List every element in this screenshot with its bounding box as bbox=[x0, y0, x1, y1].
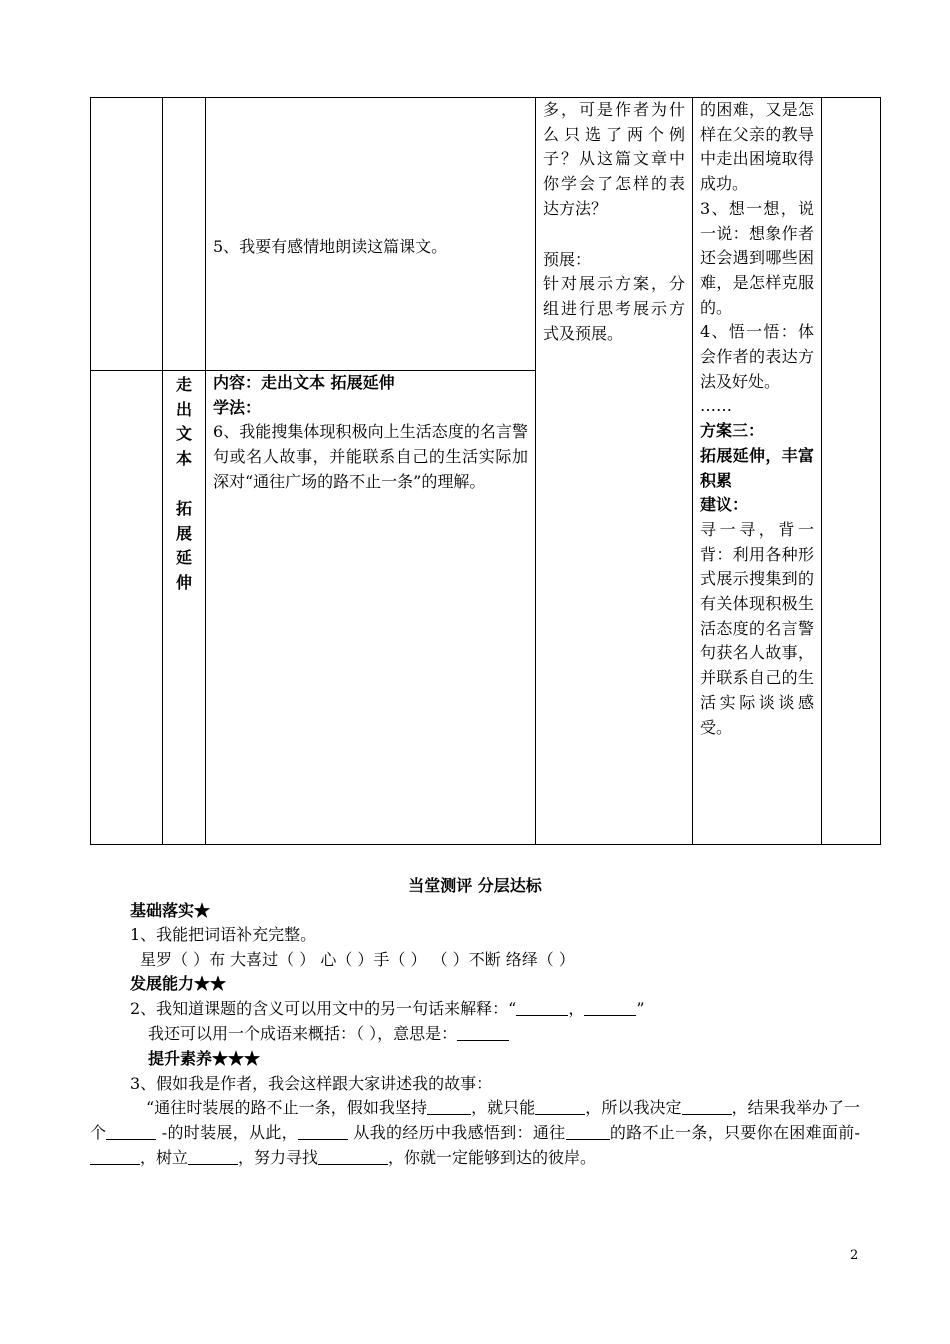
level-basic-label: 基础落实★ bbox=[130, 901, 211, 920]
empty-cell bbox=[91, 98, 163, 371]
answer-blank[interactable] bbox=[516, 999, 568, 1016]
answer-blank[interactable] bbox=[298, 1123, 348, 1140]
guide-text: 多，可是作者为什么只选了两个例子？从这篇文章中你学会了怎样的表达方法？ bbox=[543, 100, 685, 218]
quiz-title: 当堂测评 分层达标 bbox=[408, 876, 542, 895]
answer-blank[interactable] bbox=[584, 999, 636, 1016]
scheme-three-label: 方案三： bbox=[700, 421, 765, 441]
scheme-three-title: 拓展延伸，丰富积累 bbox=[700, 445, 814, 490]
study-item-6: 6、我能搜集体现积极向上生活态度的名言警句或名人故事，并能联系自己的生活实际加深对“通往广场的路不止一条”的理解。 bbox=[213, 422, 528, 491]
answer-blank[interactable] bbox=[566, 1123, 610, 1140]
suggestion-text: 寻一寻，背一背：利用各种形式展示搜集到的有关体现积极生活态度的名言警句获名人故事，并联系自己的生活实际谈谈感受。 bbox=[700, 519, 814, 737]
method-label: 学法： bbox=[213, 397, 262, 417]
empty-cell-right bbox=[822, 98, 881, 845]
answer-blank[interactable] bbox=[188, 1148, 238, 1165]
answer-blank[interactable] bbox=[90, 1148, 140, 1165]
scheme-text-1: 的困难，又是怎样在父亲的教导中走出困境取得成功。 bbox=[700, 100, 814, 194]
question-1: 1、我能把词语补充完整。 bbox=[130, 925, 317, 944]
empty-cell bbox=[91, 371, 163, 845]
answer-blank[interactable] bbox=[106, 1123, 156, 1140]
page-number: 2 bbox=[850, 1248, 859, 1263]
scheme-cell bbox=[693, 98, 822, 845]
scheme-text-3: 4、悟一悟：体会作者的表达方法及好处。 bbox=[700, 322, 814, 391]
scheme-text-2: 3、想一想，说一说：想象作者还会遇到哪些困难，是怎样克服的。 bbox=[700, 198, 814, 317]
level-improve-label: 提升素养★★★ bbox=[148, 1049, 261, 1068]
preview-label: 预展： bbox=[543, 249, 592, 269]
question-3-story: “通往时装展的路不止一条，假如我坚持 ，就只能 ，所以我决定 ，结果我举办了一个 -的时装展，从此， 从我的经历中我感悟到：通往 的路不止一条，只要你在困难面前-，树立 ，努力寻找 ，你就一定能够到达的彼岸。 bbox=[90, 1098, 860, 1167]
stage-label-vertical: 走 出 文 本 拓 展 延 伸 bbox=[163, 371, 206, 845]
table-row-read-aloud bbox=[91, 98, 881, 371]
study-item-cell bbox=[206, 98, 536, 371]
stage-cell-empty bbox=[163, 98, 206, 371]
suggestion-label: 建议： bbox=[700, 495, 749, 515]
question-2-idiom: 我还可以用一个成语来概括：（ ），意思是： bbox=[148, 1021, 509, 1044]
study-item-5: 5、我要有感情地朗读这篇课文。 bbox=[213, 236, 448, 256]
question-2: 2、我知道课题的含义可以用文中的另一句话来解释：“ ， ” bbox=[130, 999, 645, 1018]
answer-blank[interactable] bbox=[682, 1098, 732, 1115]
answer-blank[interactable] bbox=[535, 1098, 585, 1115]
lesson-table bbox=[90, 97, 881, 845]
answer-blank[interactable] bbox=[457, 1024, 509, 1041]
guide-cell bbox=[536, 98, 693, 845]
question-3: 3、假如我是作者，我会这样跟大家讲述我的故事： bbox=[130, 1074, 493, 1093]
extend-content-cell bbox=[206, 371, 536, 845]
scheme-ellipsis: …… bbox=[700, 396, 732, 416]
answer-blank[interactable] bbox=[318, 1148, 388, 1165]
preview-text: 针对展示方案，分组进行思考展示方式及预展。 bbox=[543, 274, 685, 343]
answer-blank[interactable] bbox=[427, 1098, 471, 1115]
content-title: 内容：走出文本 拓展延伸 bbox=[213, 373, 395, 392]
level-develop-label: 发展能力★★ bbox=[130, 974, 227, 993]
question-1-words: 星罗（ ）布 大喜过（ ） 心（ ）手（ ） （ ）不断 络绎（ ） bbox=[140, 950, 575, 969]
